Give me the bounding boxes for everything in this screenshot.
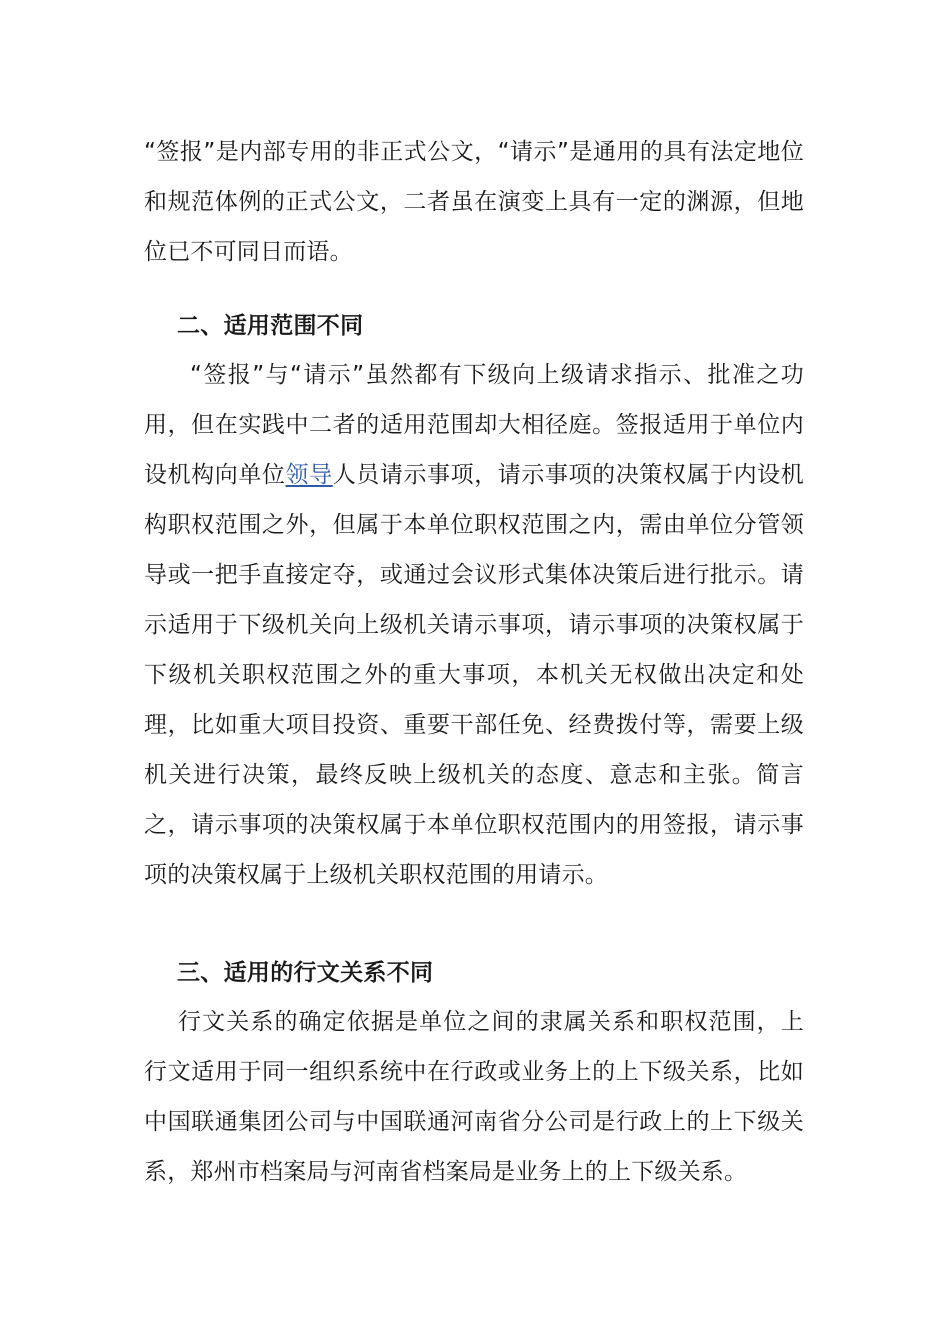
section-3-heading: 三、适用的行文关系不同	[177, 960, 434, 986]
section-2-text-before-link: “签报”与“请示”虽然都有下级向上级请求指示、批准之功用，但在实践中二者的适用范围却大相径庭。签报适用于单位内设机构向单位	[144, 362, 804, 488]
leader-link[interactable]: 领导	[285, 462, 333, 488]
section-3-paragraph: 行文关系的确定依据是单位之间的隶属关系和职权范围，上行文适用于同一组织系统中在行政或业务上的上下级关系，比如中国联通集团公司与中国联通河南省分公司是行政上的上下级关系，郑州市档案局与河南省档案局是业务上的上下级关系。	[144, 1009, 804, 1185]
intro-paragraph: “签报”是内部专用的非正式公文，“请示”是通用的具有法定地位和规范体例的正式公文，二者虽在演变上具有一定的渊源，但地位已不可同日而语。	[144, 139, 804, 265]
section-2-text-after-link: 人员请示事项，请示事项的决策权属于内设机构职权范围之外，但属于本单位职权范围之内，需由单位分管领导或一把手直接定夺，或通过会议形式集体决策后进行批示。请示适用于下级机关向上级机关请示事项，请示事项的决策权属于下级机关职权范围之外的重大事项，本机关无权做出决定和处理，比如重大项目投资、重要干部任免、经费拨付等，需要上级机关进行决策，最终反映上级机关的态度、意志和主张。简言之，请示事项的决策权属于本单位职权范围内的用签报，请示事项的决策权属于上级机关职权范围的用请示。	[144, 462, 804, 888]
section-2-paragraph	[144, 350, 804, 900]
section-2-heading: 二、适用范围不同	[177, 313, 364, 339]
